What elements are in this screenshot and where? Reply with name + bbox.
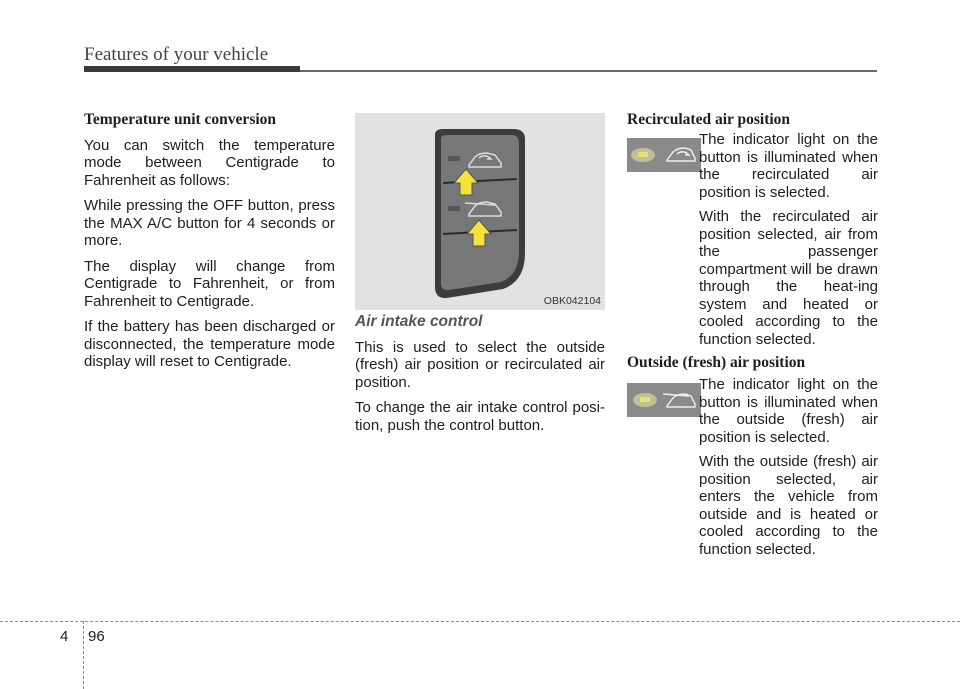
paragraph: If the battery has been discharged or disconnected, the temperature mode display will reset to Centigrade. (84, 318, 335, 370)
fresh-indicator-image (627, 383, 701, 417)
header-rule (300, 70, 877, 72)
paragraph: The indicator light on the button is illuminated when the outside (fresh) air position is selected. (699, 376, 878, 446)
recirculated-heading: Recirculated air position (627, 111, 791, 128)
fresh-text (699, 376, 878, 565)
paragraph: With the outside (fresh) air position selected, air enters the vehicle from outside and is heated or cooled according to the function selected. (699, 453, 878, 558)
control-button-illustration (355, 113, 605, 310)
left-column (84, 111, 335, 379)
paragraph: This is used to select the outside (fresh) air position or recirculated air position. (355, 338, 605, 391)
temperature-conversion-heading: Temperature unit conversion (84, 111, 277, 128)
page-number: 96 (88, 628, 105, 645)
indicator-light-icon (640, 397, 650, 402)
fresh-heading: Outside (fresh) air position (627, 354, 806, 371)
paragraph: The display will change from Centigrade to Fahrenheit, or from Fahrenheit to Centigrade. (84, 257, 335, 310)
middle-column (355, 313, 605, 442)
air-intake-control-figure (355, 113, 605, 310)
indicator-light-icon (448, 156, 460, 161)
indicator-light-icon (638, 152, 648, 157)
paragraph: While pressing the OFF button, press the MAX A/C button for 4 seconds or more. (84, 197, 335, 249)
header-accent-bar (84, 66, 300, 72)
footer-rule (0, 621, 960, 622)
recirculated-text (699, 131, 878, 355)
air-intake-heading: Air intake control (355, 313, 483, 330)
indicator-light-icon (448, 206, 460, 211)
footer-divider (83, 621, 84, 689)
paragraph: With the recirculated air position selected, air from the passenger compartment will be drawn through the heat-ing system and heated or cooled according to the function selected. (699, 208, 878, 348)
paragraph: To change the air intake control posi-tion, push the control button. (355, 399, 605, 434)
recirculated-indicator-image (627, 138, 701, 172)
figure-code: OBK042104 (543, 295, 601, 307)
paragraph: You can switch the temperature mode between Centigrade to Fahrenheit as follows: (84, 136, 335, 189)
recirculated-air-icon (667, 148, 695, 161)
paragraph: The indicator light on the button is illuminated when the recirculated air position is selected. (699, 131, 878, 201)
page-header-title: Features of your vehicle (84, 44, 269, 65)
section-number: 4 (60, 628, 69, 645)
fresh-air-icon (663, 394, 695, 407)
